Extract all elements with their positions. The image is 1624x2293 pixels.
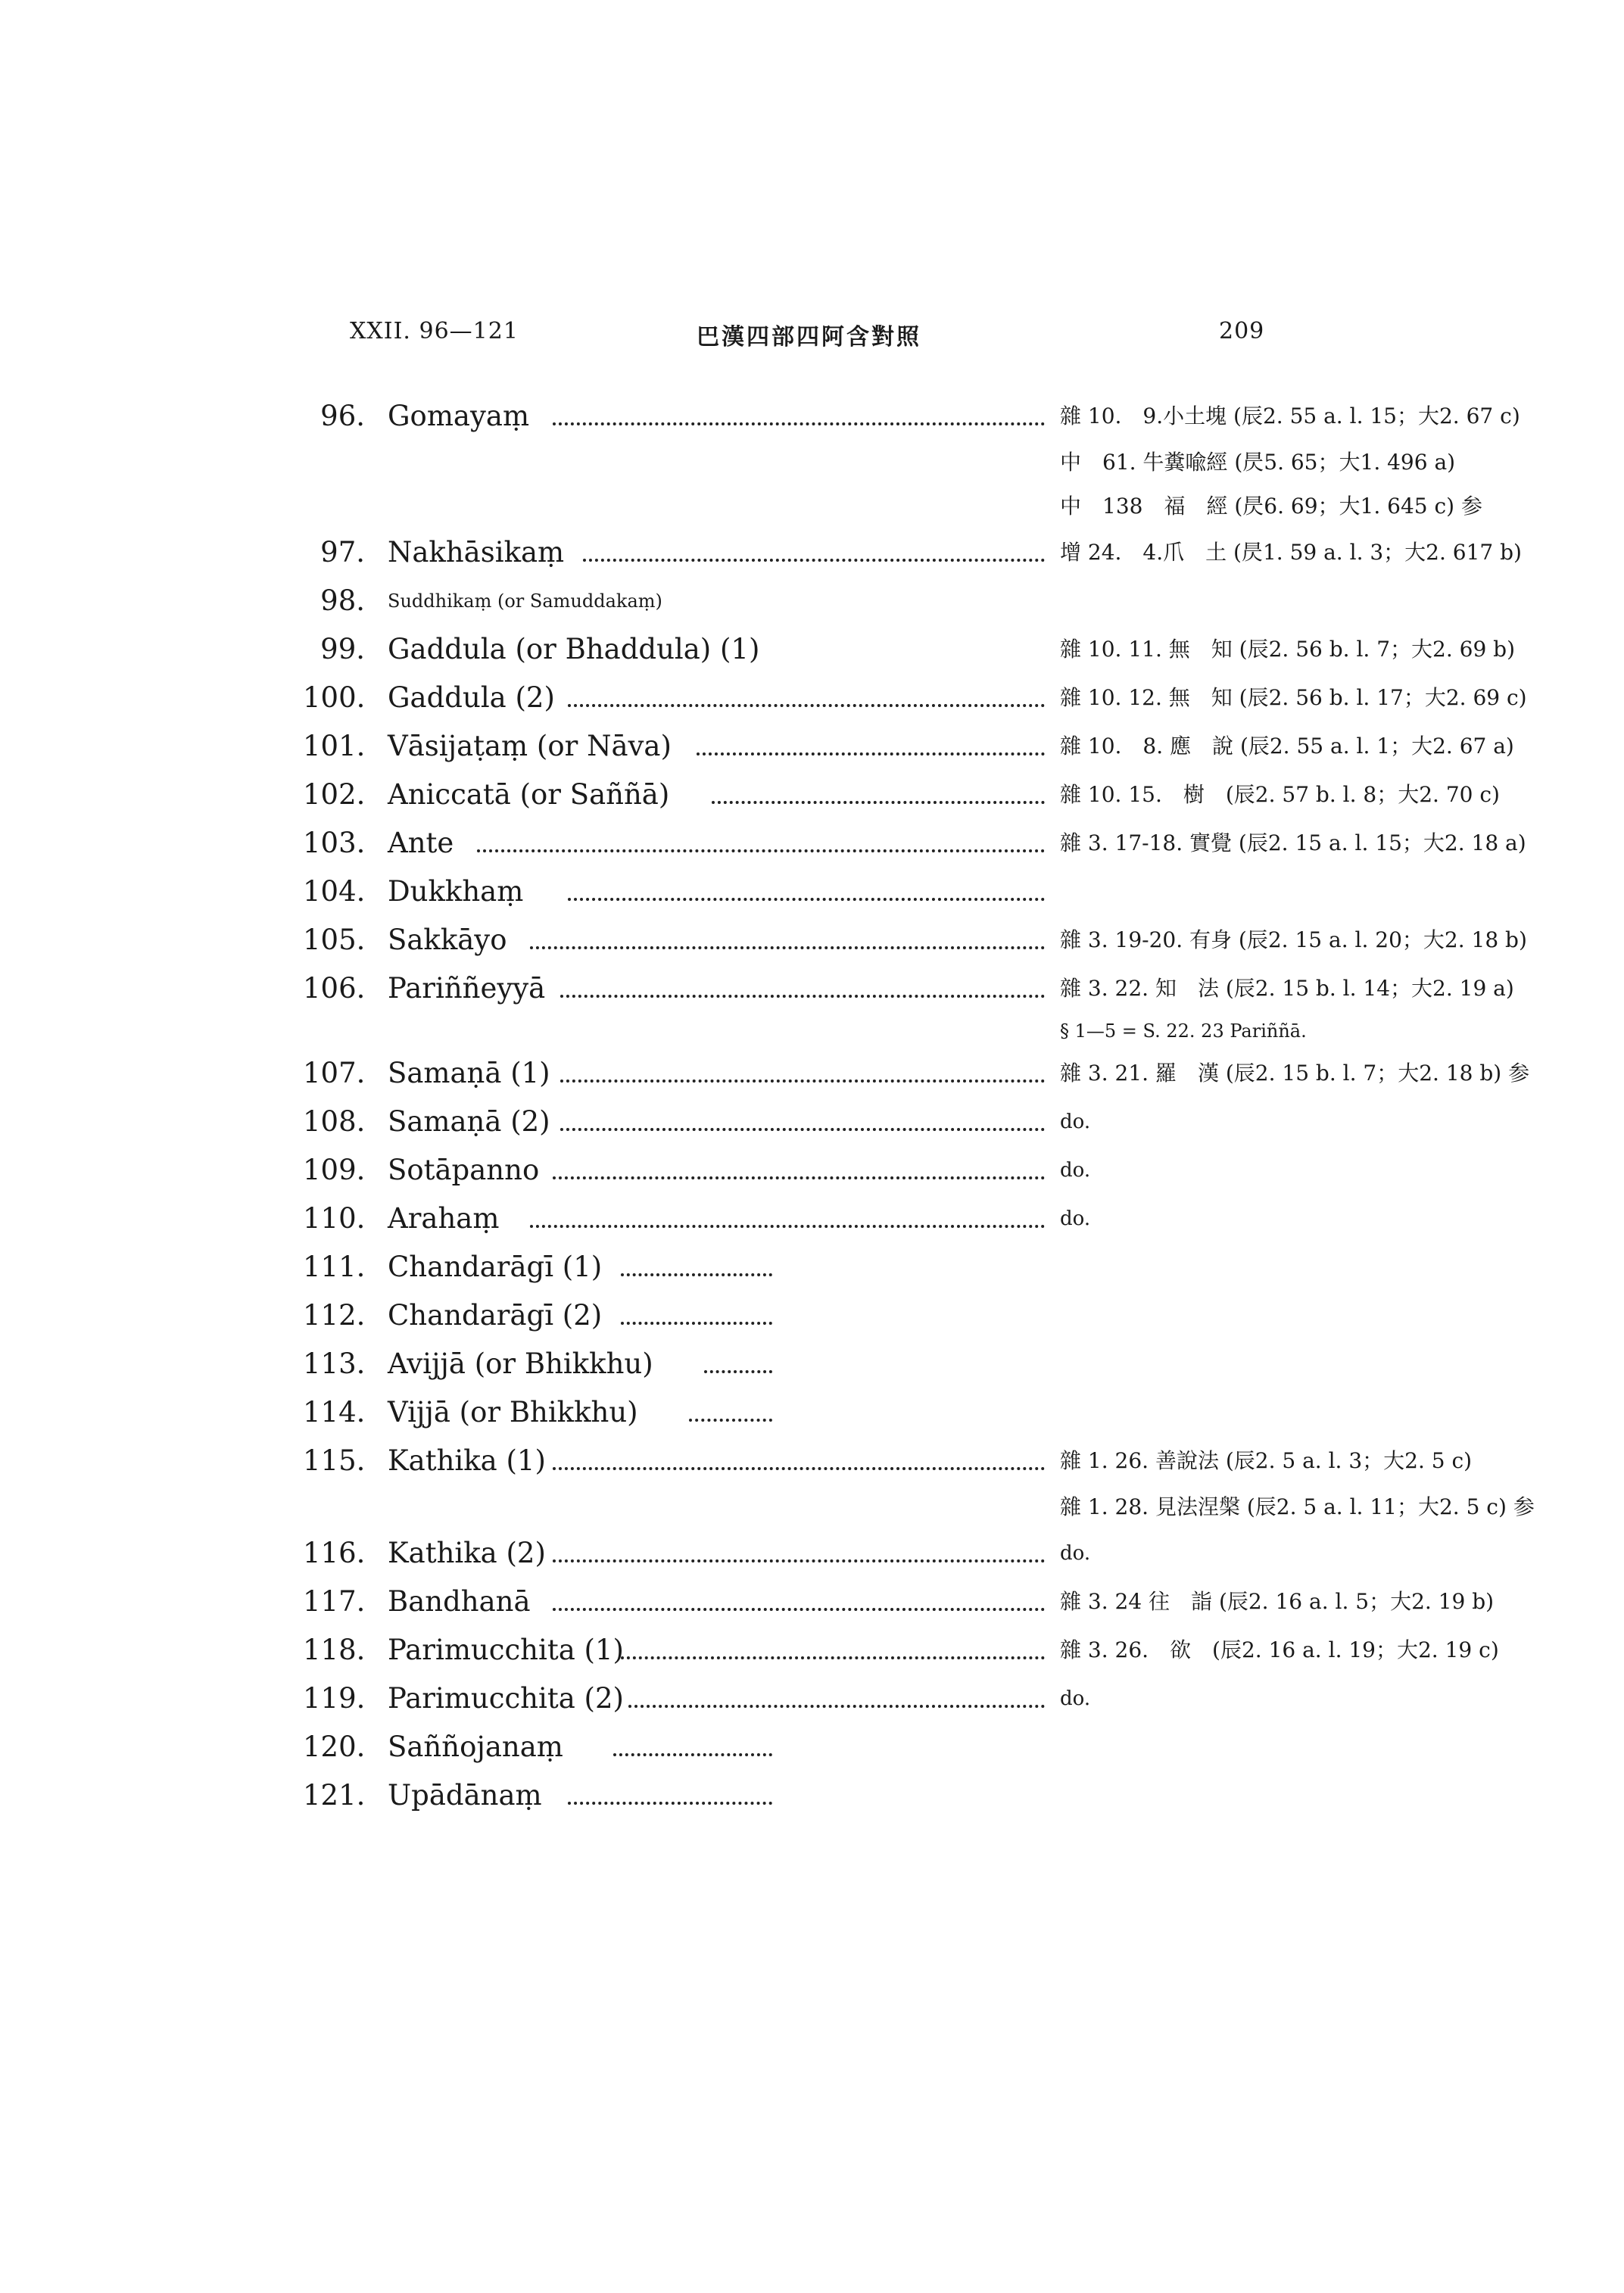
entry-96-ref-3 [303, 484, 1482, 528]
entry-ref: 雜 1. 26. 善說法 (辰2. 5 a. l. 3；大2. 5 c) [1060, 1448, 1473, 1473]
entry-106 [303, 964, 1514, 1013]
entry-number: 117. [303, 1585, 366, 1618]
entry-title: Parimucchita (2) [388, 1682, 624, 1715]
entry-ref: 雜 3. 19-20. 有身 (辰2. 15 a. l. 20；大2. 18 b) [1060, 927, 1527, 952]
entry-number: 120. [303, 1731, 366, 1763]
entry-title: Upādānaṃ [388, 1779, 542, 1812]
entry-title: Pariññeyyā [388, 972, 546, 1005]
entry-title: Chandarāgī (2) [388, 1299, 603, 1332]
entry-title: Samaṇā (1) [388, 1057, 550, 1089]
entry-108 [303, 1098, 1393, 1146]
entry-title: Vijjā (or Bhikkhu) [388, 1396, 638, 1428]
entry-121 [303, 1771, 1393, 1820]
entry-title: Saññojanaṃ [388, 1731, 563, 1763]
entry-title: Arahaṃ [388, 1202, 500, 1235]
entry-title: Ante [388, 827, 454, 859]
entry-ref: 雜 10. 12. 無 知 (辰2. 56 b. l. 17；大2. 69 c) [1060, 685, 1527, 710]
entry-120 [303, 1723, 1393, 1771]
entry-ref: 中 61. 牛糞喩經 (昃5. 65；大1. 496 a) [1060, 450, 1456, 475]
entry-ref: 中 138 福 經 (昃6. 69；大1. 645 c) 参 [1060, 494, 1482, 519]
entry-113 [303, 1340, 1393, 1388]
entry-106-note [303, 1013, 1393, 1049]
ditto-mark: do. [1060, 1687, 1091, 1710]
entry-119 [303, 1675, 1393, 1723]
entry-111 [303, 1243, 1393, 1291]
entry-number: 96. [320, 400, 365, 432]
entry-number: 105. [303, 924, 366, 956]
entry-number: 108. [303, 1105, 366, 1138]
entry-title: Chandarāgī (1) [388, 1251, 603, 1283]
entry-title: Kathika (2) [388, 1537, 546, 1569]
entry-number: 113. [303, 1347, 366, 1380]
entry-title: Bandhanā [388, 1585, 531, 1618]
entry-title: Gaddula (or Bhaddula) (1) [388, 633, 760, 665]
ditto-mark: do. [1060, 1159, 1091, 1182]
entry-100 [303, 674, 1527, 722]
entry-number: 114. [303, 1396, 366, 1428]
entry-title: Samaṇā (2) [388, 1105, 550, 1138]
entry-ref: 雜 10. 15. 樹 (辰2. 57 b. l. 8；大2. 70 c) [1060, 782, 1500, 807]
entry-number: 115. [303, 1444, 366, 1477]
entry-ref: 雜 10. 9.小土塊 (辰2. 55 a. l. 15；大2. 67 c) [1060, 403, 1520, 428]
entry-98 [303, 577, 1393, 625]
entry-ref: 雜 3. 26. 欲 (辰2. 16 a. l. 19；大2. 19 c) [1060, 1637, 1499, 1662]
header-title: 巴漢四部四阿含對照 [697, 324, 921, 350]
entry-title: Suddhikaṃ (or Samuddakaṃ) [388, 590, 662, 612]
entry-118 [303, 1626, 1499, 1675]
entry-101 [303, 722, 1514, 771]
entry-number: 111. [303, 1251, 366, 1283]
entry-number: 101. [303, 730, 366, 762]
entry-99 [303, 625, 1516, 674]
entry-title: Dukkhaṃ [388, 875, 524, 908]
entry-114 [303, 1388, 1393, 1437]
entry-104 [303, 868, 1393, 916]
entry-115-ref-2 [303, 1485, 1535, 1529]
entry-number: 112. [303, 1299, 366, 1332]
entry-115 [303, 1437, 1473, 1485]
entry-112 [303, 1291, 1393, 1340]
ditto-mark: do. [1060, 1111, 1091, 1133]
entry-number: 116. [303, 1537, 366, 1569]
entry-ref: 增 24. 4.爪 土 (昃1. 59 a. l. 3；大2. 617 b) [1060, 540, 1522, 565]
entry-title: Avijjā (or Bhikkhu) [388, 1347, 653, 1380]
entry-ref: 雜 3. 22. 知 法 (辰2. 15 b. l. 14；大2. 19 a) [1060, 976, 1514, 1001]
entry-number: 100. [303, 681, 366, 714]
entry-ref: 雜 3. 24 往 詣 (辰2. 16 a. l. 5；大2. 19 b) [1060, 1589, 1495, 1614]
page-number: 209 [1219, 318, 1265, 344]
entry-ref: 雜 10. 8. 應 說 (辰2. 55 a. l. 1；大2. 67 a) [1060, 734, 1514, 759]
entry-number: 121. [303, 1779, 366, 1812]
entry-title: Parimucchita (1) [388, 1634, 624, 1666]
entry-number: 109. [303, 1154, 366, 1186]
ditto-mark: do. [1060, 1207, 1091, 1230]
entry-102 [303, 771, 1500, 819]
concordance-list [303, 392, 1535, 1820]
entry-105 [303, 916, 1527, 964]
entry-96 [303, 392, 1520, 441]
header-section-range: XXII. 96—121 [350, 318, 519, 344]
entry-number: 97. [320, 536, 365, 569]
entry-number: 107. [303, 1057, 366, 1089]
entry-ref: 雜 3. 21. 羅 漢 (辰2. 15 b. l. 7；大2. 18 b) 参 [1060, 1061, 1530, 1086]
entry-title: Kathika (1) [388, 1444, 546, 1477]
entry-ref: 雜 3. 17-18. 實覺 (辰2. 15 a. l. 15；大2. 18 a) [1060, 830, 1526, 855]
entry-110 [303, 1195, 1393, 1243]
entry-number: 99. [320, 633, 365, 665]
entry-number: 98. [320, 584, 365, 617]
entry-109 [303, 1146, 1393, 1195]
entry-ref: 雜 1. 28. 見法涅槃 (辰2. 5 a. l. 11；大2. 5 c) 参 [1060, 1494, 1535, 1519]
entry-ref: 雜 10. 11. 無 知 (辰2. 56 b. l. 7；大2. 69 b) [1060, 637, 1516, 662]
entry-97 [303, 528, 1522, 577]
entry-title: Vāsijaṭaṃ (or Nāva) [388, 730, 672, 762]
entry-title: Gaddula (2) [388, 681, 555, 714]
entry-title: Nakhāsikaṃ [388, 536, 565, 569]
entry-title: Sotāpanno [388, 1154, 540, 1186]
entry-number: 102. [303, 778, 366, 811]
entry-number: 103. [303, 827, 366, 859]
entry-note: § 1—5 = S. 22. 23 Pariññā. [1060, 1020, 1307, 1042]
entry-103 [303, 819, 1526, 868]
entry-116 [303, 1529, 1393, 1578]
entry-number: 106. [303, 972, 366, 1005]
entry-number: 110. [303, 1202, 366, 1235]
entry-number: 119. [303, 1682, 366, 1715]
entry-title: Gomayaṃ [388, 400, 530, 432]
entry-title: Aniccatā (or Saññā) [388, 778, 670, 811]
entry-117 [303, 1578, 1495, 1626]
ditto-mark: do. [1060, 1542, 1091, 1565]
entry-title: Sakkāyo [388, 924, 507, 956]
entry-number: 118. [303, 1634, 366, 1666]
entry-number: 104. [303, 875, 366, 908]
entry-107 [303, 1049, 1530, 1098]
entry-96-ref-2 [303, 441, 1456, 484]
